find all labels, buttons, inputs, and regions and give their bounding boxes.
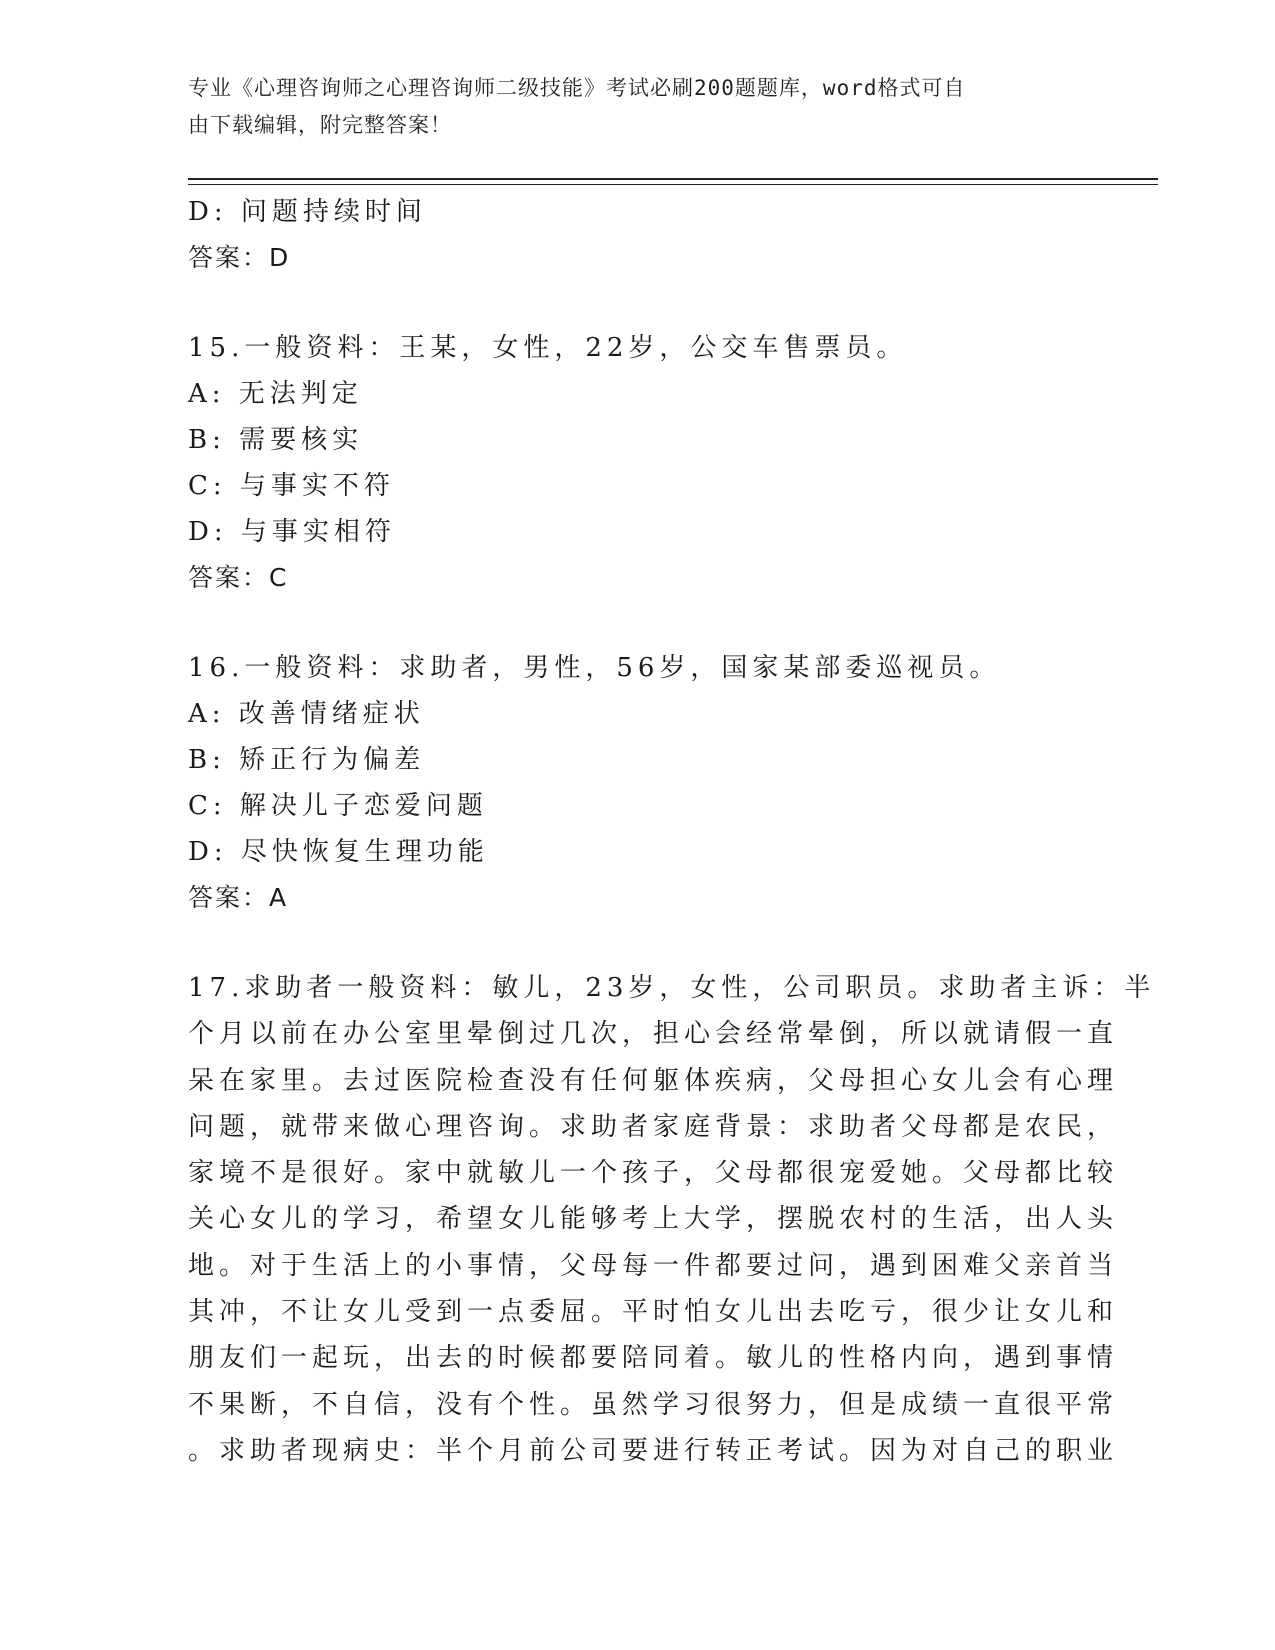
paragraph-line: 其冲，不让女儿受到一点委屈。平时怕女儿出去吃亏，很少让女儿和 [188, 1297, 1119, 1328]
question-block-16 [188, 645, 1088, 921]
paragraph-line: 。求助者现病史：半个月前公司要进行转正考试。因为对自己的职业 [188, 1435, 1119, 1466]
option-d: D: 问题持续时间 [188, 197, 427, 227]
option-c: C: 与事实不符 [188, 471, 395, 501]
answer: 答案：C [188, 563, 289, 592]
option-b: B: 矫正行为偏差 [188, 745, 426, 775]
header-line-1: 专业《心理咨询师之心理咨询师二级技能》考试必刷200题题库，word格式可自 [188, 76, 966, 100]
header-divider-thick [188, 178, 1158, 180]
header-divider-thin [188, 184, 1158, 185]
option-a: A: 无法判定 [188, 379, 363, 409]
paragraph-line: 家境不是很好。家中就敏儿一个孩子，父母都很宠爱她。父母都比较 [188, 1158, 1119, 1189]
option-d: D: 尽快恢复生理功能 [188, 837, 489, 867]
question-block-17 [188, 965, 1156, 1474]
paragraph-line: 关心女儿的学习，希望女儿能够考上大学，摆脱农村的生活，出人头 [188, 1204, 1119, 1235]
paragraph-line: 17.求助者一般资料：敏儿，23岁，女性，公司职员。求助者主诉：半 [188, 973, 1156, 1003]
question-block-prev [188, 189, 1088, 281]
spacer [188, 281, 1088, 325]
document-header [188, 70, 1068, 144]
paragraph-line: 问题，就带来做心理咨询。求助者家庭背景：求助者父母都是农民， [188, 1111, 1119, 1142]
question-stem: 16.一般资料：求助者，男性，56岁，国家某部委巡视员。 [188, 653, 1001, 683]
option-c: C: 解决儿子恋爱问题 [188, 791, 488, 821]
header-line-2: 由下载编辑，附完整答案！ [188, 113, 452, 137]
question-block-15 [188, 325, 1088, 601]
paragraph-line: 朋友们一起玩，出去的时候都要陪同着。敏儿的性格内向，遇到事情 [188, 1343, 1119, 1374]
option-d: D: 与事实相符 [188, 517, 396, 547]
answer: 答案：D [188, 243, 291, 272]
answer: 答案：A [188, 883, 289, 912]
paragraph-line: 不果断，不自信，没有个性。虽然学习很努力，但是成绩一直很平常 [188, 1389, 1119, 1420]
paragraph-line: 地。对于生活上的小事情，父母每一件都要过问，遇到困难父亲首当 [188, 1250, 1119, 1281]
paragraph-line: 个月以前在办公室里晕倒过几次，担心会经常晕倒，所以就请假一直 [188, 1019, 1119, 1050]
document-body [188, 189, 1156, 1474]
paragraph-line: 呆在家里。去过医院检查没有任何躯体疾病，父母担心女儿会有心理 [188, 1065, 1119, 1096]
spacer [188, 601, 1088, 645]
question-stem: 15.一般资料：王某，女性，22岁，公交车售票员。 [188, 333, 908, 363]
spacer [188, 921, 1088, 965]
option-b: B: 需要核实 [188, 425, 364, 455]
option-a: A: 改善情绪症状 [188, 699, 425, 729]
